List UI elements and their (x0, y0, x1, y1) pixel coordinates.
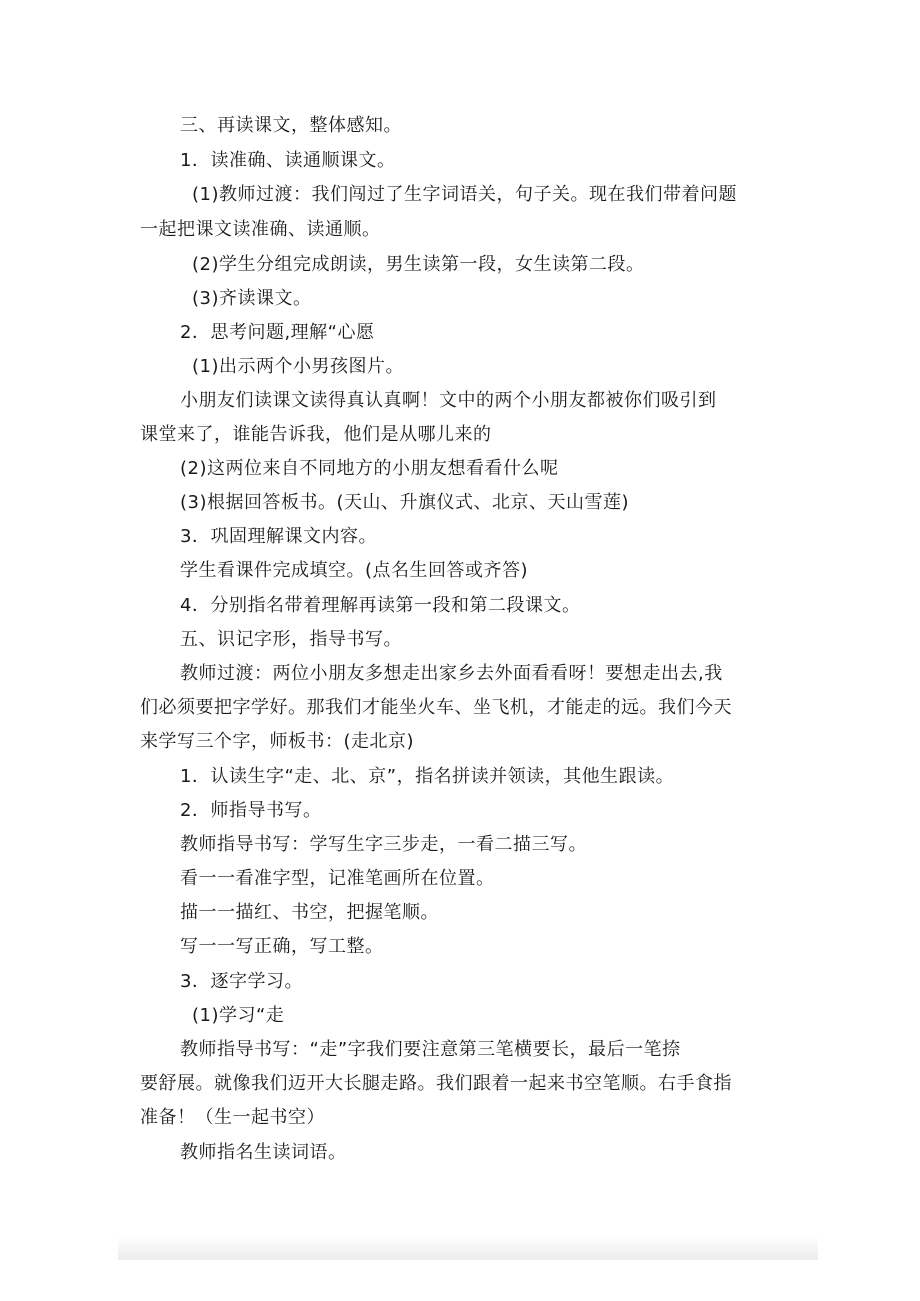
paragraph-line: 教师指导书写：“走”字我们要注意第三笔横要长，最后一笔捺 (180, 1039, 681, 1060)
paragraph-line: 来学写三个字，师板书：(走北京) (140, 731, 415, 752)
paragraph-line: 2．师指导书写。 (180, 800, 322, 821)
paragraph-line: 2．思考问题,理解“心愿 (180, 322, 375, 343)
paragraph-line: (1)学习“走 (192, 1005, 285, 1026)
paragraph-line: (2)这两位来自不同地方的小朋友想看看什么呢 (180, 458, 559, 479)
paragraph-line: 小朋友们读课文读得真认真啊！文中的两个小朋友都被你们吸引到 (180, 390, 717, 411)
paragraph-line: 1．认读生字“走、北、京”，指名拼读并领读，其他生跟读。 (180, 766, 675, 787)
paragraph-line: 看一一看准字型，记准笔画所在位置。 (180, 868, 495, 889)
section-heading-3: 三、再读课文，整体感知。 (180, 115, 402, 136)
paragraph-line: 教师过渡：两位小朋友多想走出家乡去外面看看呀！要想走出去,我 (180, 663, 723, 684)
paragraph-line: 要舒展。就像我们迈开大长腿走路。我们跟着一起来书空笔顺。右手食指 (140, 1073, 732, 1094)
paragraph-line: 3．巩固理解课文内容。 (180, 526, 377, 547)
section-heading-5: 五、识记字形，指导书写。 (180, 629, 402, 650)
paragraph-line: (2)学生分组完成朗读，男生读第一段，女生读第二段。 (192, 254, 645, 275)
paragraph-line: (1)出示两个小男孩图片。 (192, 356, 404, 377)
paragraph-line: (3)齐读课文。 (192, 288, 312, 309)
paragraph-line: 准备！（生一起书空） (140, 1107, 325, 1128)
paragraph-line: 1．读准确、读通顺课文。 (180, 150, 396, 171)
paragraph-line: (1)教师过渡：我们闯过了生字词语关，句子关。现在我们带着问题 (192, 184, 737, 205)
paragraph-line: 4．分别指名带着理解再读第一段和第二段课文。 (180, 595, 581, 616)
paragraph-line: 教师指名生读词语。 (180, 1142, 347, 1163)
paragraph-line: 描一一描红、书空，把握笔顺。 (180, 902, 439, 923)
paragraph-line: 3．逐字学习。 (180, 971, 303, 992)
paragraph-line: 一起把课文读准确、读通顺。 (140, 219, 381, 240)
paragraph-line: 们必须要把字学好。那我们才能坐火车、坐飞机，才能走的远。我们今天 (140, 697, 732, 718)
paragraph-line: 学生看课件完成填空。(点名生回答或齐答) (180, 560, 529, 581)
paragraph-line: 课堂来了，谁能告诉我，他们是从哪儿来的 (140, 424, 492, 445)
paragraph-line: 写一一写正确，写工整。 (180, 936, 384, 957)
paragraph-line: (3)根据回答板书。(天山、升旗仪式、北京、天山雪莲) (180, 492, 630, 513)
page-bottom-shadow (118, 1236, 818, 1260)
paragraph-line: 教师指导书写：学写生字三步走，一看二描三写。 (180, 834, 587, 855)
